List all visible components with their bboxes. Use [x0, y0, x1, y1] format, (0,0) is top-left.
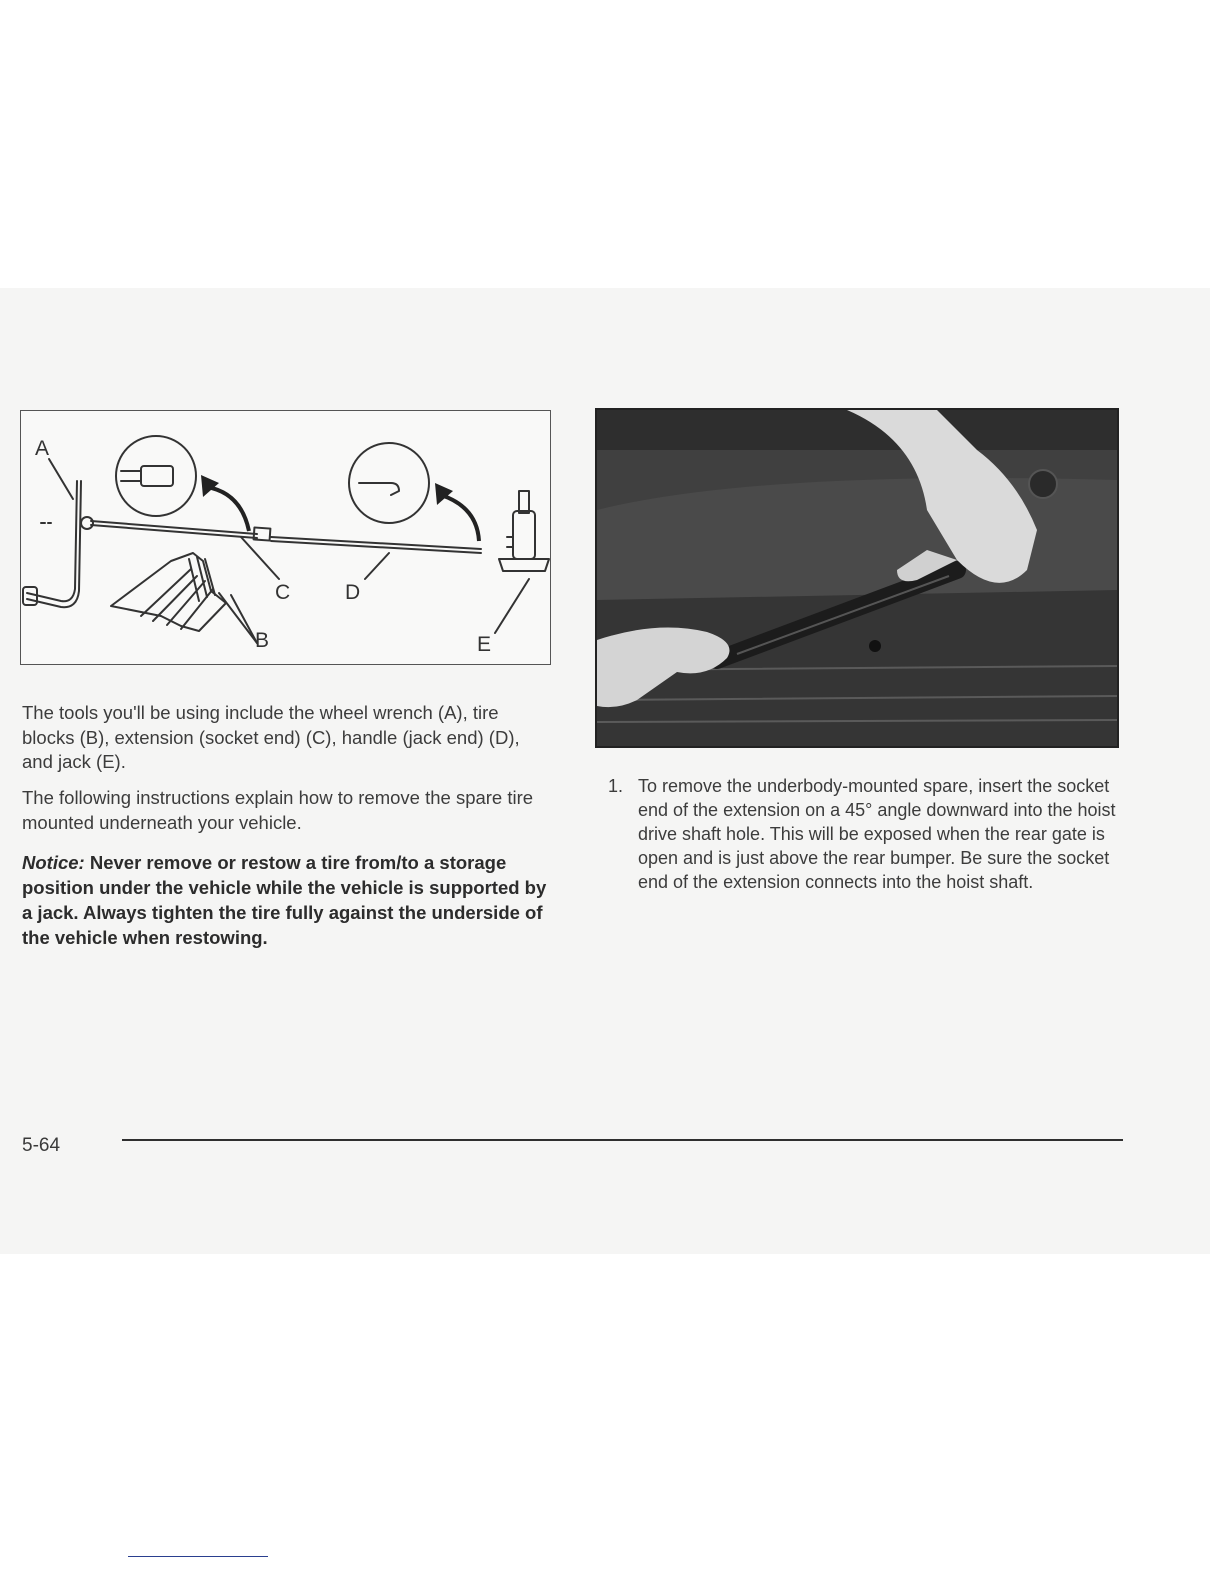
callout-e: E — [477, 633, 492, 656]
callout-d: D — [345, 581, 361, 604]
tools-illustration — [21, 411, 552, 666]
jack — [513, 511, 535, 559]
photo-illustration — [597, 410, 1117, 746]
page-number: 5-64 — [22, 1135, 61, 1156]
tire-blocks — [111, 553, 226, 631]
bottom-rule — [128, 1556, 268, 1557]
callout-b: B — [255, 629, 270, 652]
socket-end-detail — [116, 436, 196, 516]
step-number: 1. — [608, 776, 624, 796]
tools-paragraph: The tools you'll be using include the wheel wrench (A), tire blocks (B), extension (socket end) (C), handle (jack end) (D), and jack (E). — [22, 702, 520, 772]
hoist-photo — [595, 408, 1119, 748]
tools-diagram — [20, 410, 551, 665]
notice-label: Notice: — [22, 852, 85, 873]
notice-text: Never remove or restow a tire from/to a storage position under the vehicle while the vehicle is supported by a jack. Always tighten the tire fully against the underside of the vehicle when restowing. — [22, 852, 547, 948]
notice-block — [22, 850, 554, 950]
step-text: To remove the underbody-mounted spare, insert the socket end of the extension on a 45° angle downward into the hoist drive shaft hole. This will be exposed when the rear gate is open and is just above the rear bumper. Be sure the socket end of the extension connects into the hoist shaft. — [638, 776, 1116, 892]
callout-c: C — [275, 581, 291, 604]
instructions-paragraph: The following instructions explain how to remove the spare tire mounted underneath your vehicle. — [22, 787, 534, 833]
callout-a: A — [35, 437, 50, 460]
wheel-wrench — [27, 481, 77, 601]
footer-rule — [122, 1139, 1123, 1141]
